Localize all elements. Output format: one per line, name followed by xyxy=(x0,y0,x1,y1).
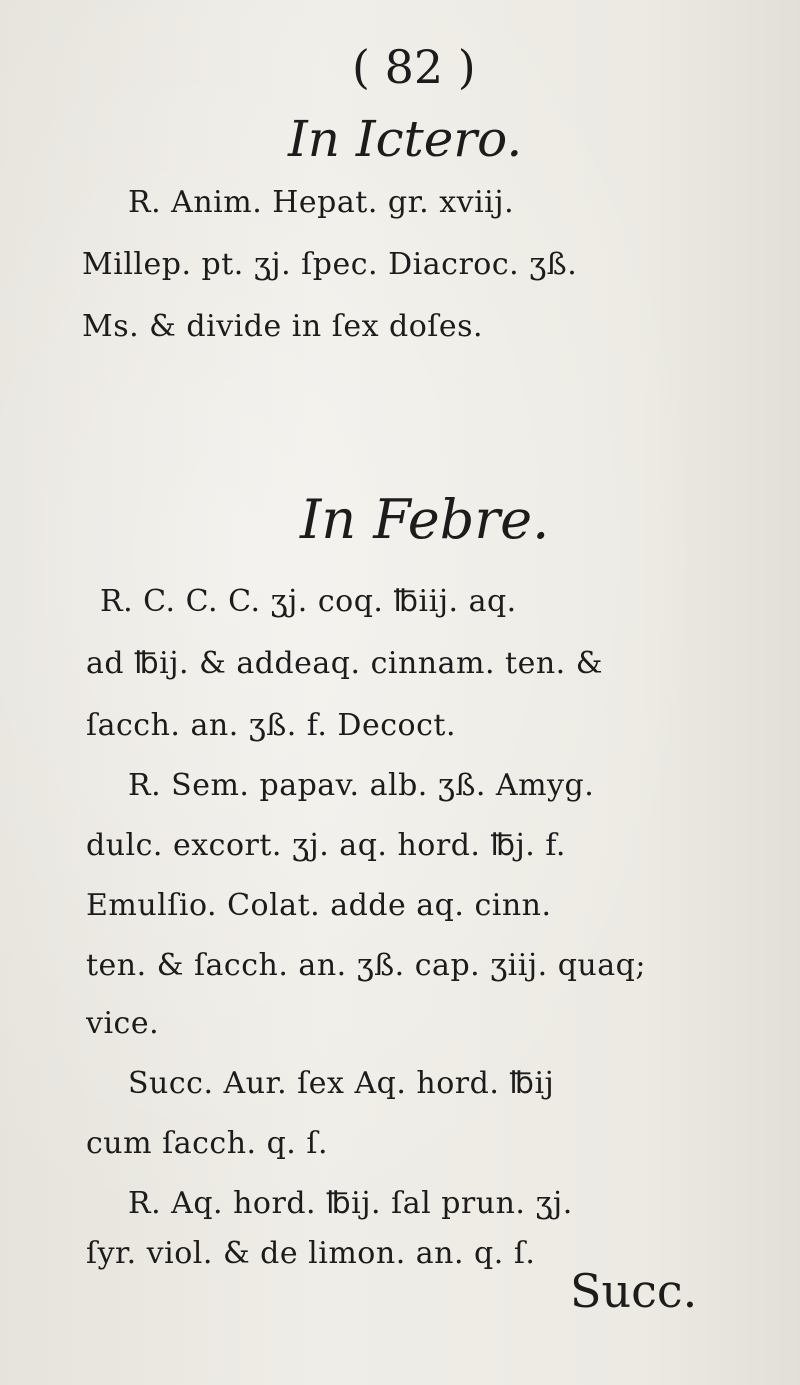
text-line: ſyr. viol. & de limon. an. q. ſ. xyxy=(86,1236,536,1271)
page-number: ( 82 ) xyxy=(352,40,476,94)
text-line: Succ. Aur. ſex Aq. hord. ℔ij xyxy=(128,1066,555,1101)
text-line: ſacch. an. ʒß. f. Decoct. xyxy=(86,708,456,743)
text-line: R. Aq. hord. ℔ij. ſal prun. ʒj. xyxy=(128,1186,573,1221)
text-line: Ms. & divide in ſex doſes. xyxy=(82,309,484,344)
text-line: dulc. excort. ʒj. aq. hord. ℔j. f. xyxy=(86,828,566,863)
section-heading-febre: In Febre. xyxy=(300,488,550,551)
text-line: R. Anim. Hepat. gr. xviij. xyxy=(128,185,515,220)
text-line: ad ℔ij. & addeaq. cinnam. ten. & xyxy=(86,646,603,681)
catchword: Succ. xyxy=(570,1264,698,1318)
text-line: R. C. C. C. ʒj. coq. ℔iij. aq. xyxy=(100,584,517,619)
text-line: vice. xyxy=(86,1006,160,1041)
text-line: cum ſacch. q. ſ. xyxy=(86,1126,329,1161)
text-line: R. Sem. papav. alb. ʒß. Amyg. xyxy=(128,768,595,803)
text-line: Millep. pt. ʒj. ſpec. Diacroc. ʒß. xyxy=(82,247,578,282)
text-line: ten. & ſacch. an. ʒß. cap. ʒiij. quaq; xyxy=(86,948,646,983)
text-line: Emulſio. Colat. adde aq. cinn. xyxy=(86,888,552,923)
section-heading-ictero: In Ictero. xyxy=(288,110,523,168)
